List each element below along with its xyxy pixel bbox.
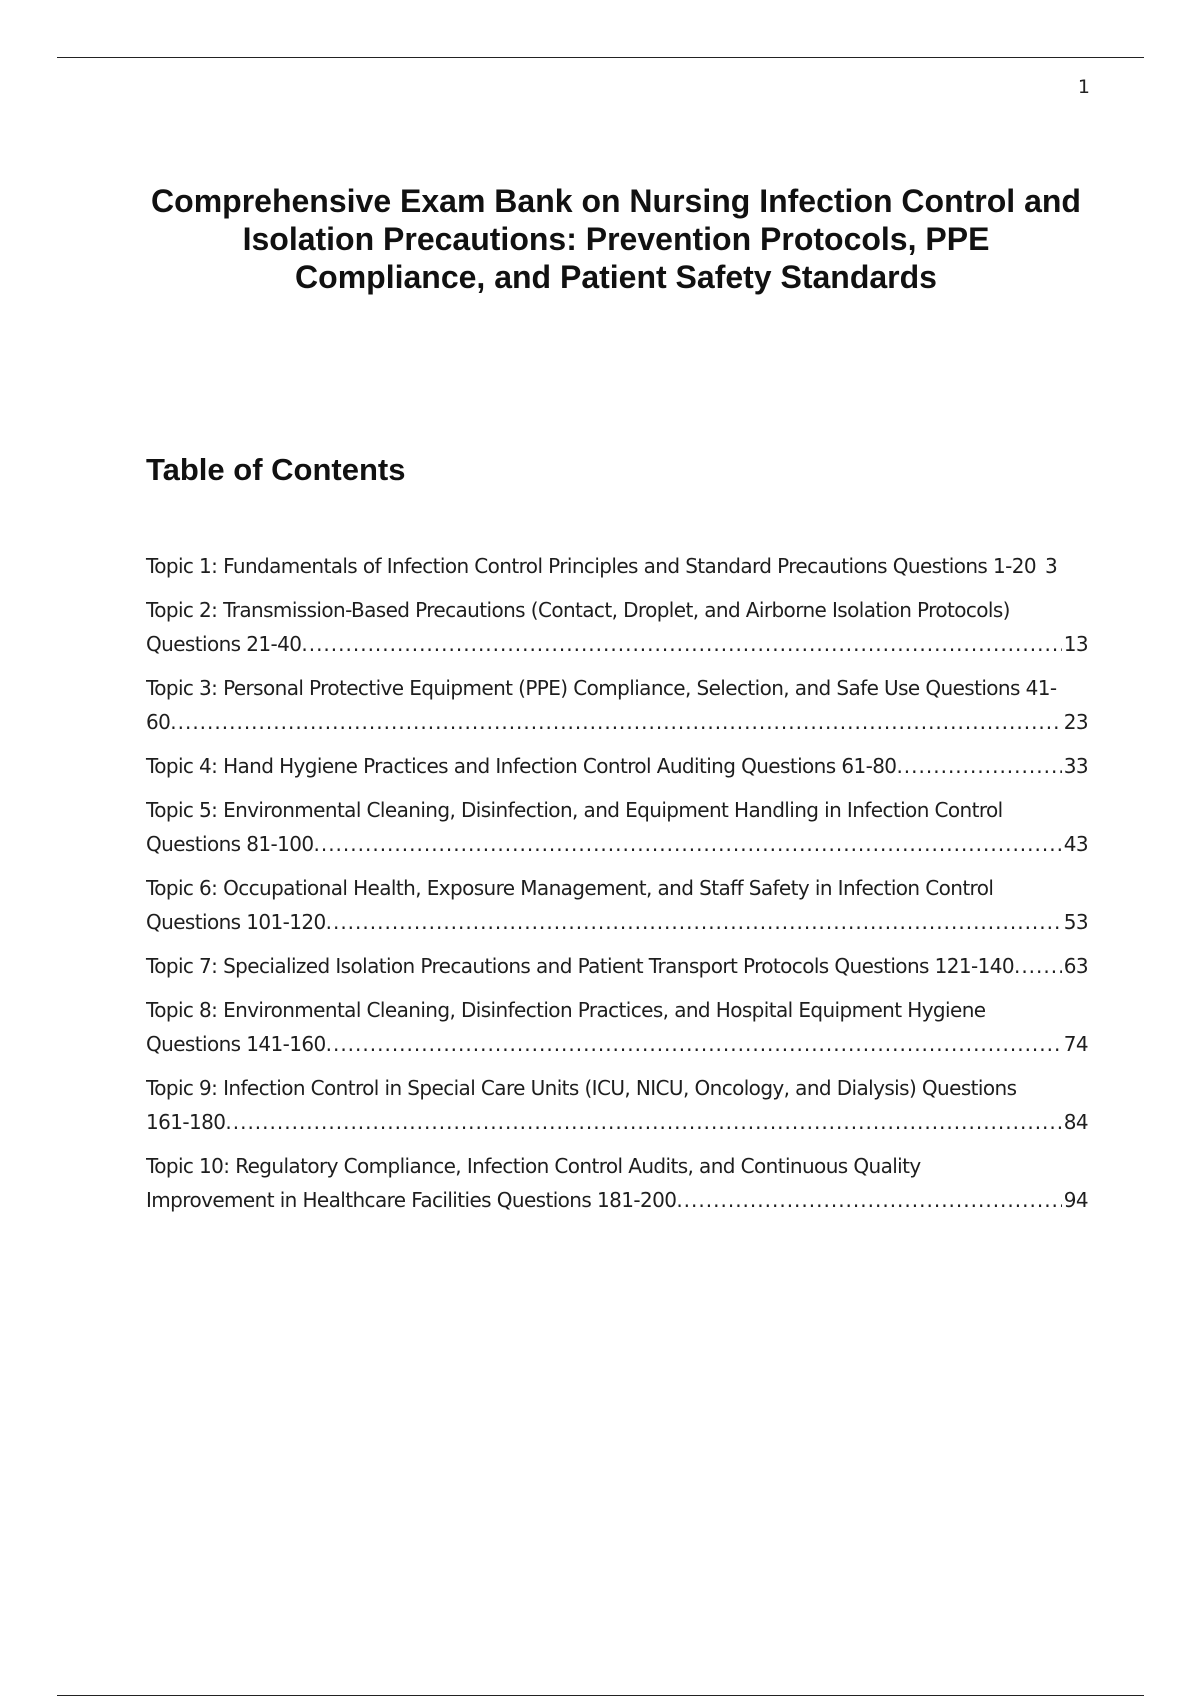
toc-heading: Table of Contents [146,452,406,487]
toc-entry-title: Topic 7: Specialized Isolation Precautions and Patient Transport Protocols Questions 121-140 [146,954,1014,978]
toc-entry-title: 161-180 [146,1110,226,1134]
toc-entry-title-line: Topic 9: Infection Control in Special Care Units (ICU, NICU, Oncology, and Dialysis) Questions [146,1076,1017,1100]
toc-dot-leader [170,705,1062,739]
toc-dot-leader [896,749,1061,783]
toc-entry-title-line: Topic 5: Environmental Cleaning, Disinfection, and Equipment Handling in Infection Control [146,798,1003,822]
toc-entry-page-number: 84 [1063,1110,1088,1134]
document-title: Comprehensive Exam Bank on Nursing Infection Control and Isolation Precautions: Prevention Protocols, PPE Compliance, and Patient Safety Standards [151,183,1081,295]
toc-entry-title-line: Topic 8: Environmental Cleaning, Disinfection Practices, and Hospital Equipment Hygiene [146,998,986,1022]
toc-entry-title: Questions 21-40 [146,632,302,656]
toc-dot-leader [301,627,1061,661]
toc-dot-leader [326,1027,1062,1061]
toc-entry[interactable] [146,1149,1088,1217]
toc-entry[interactable] [146,593,1088,661]
toc-dot-leader [326,905,1062,939]
toc-entry-leader-line [146,827,1088,861]
header-rule [57,57,1144,58]
toc-entry-leader-line [146,627,1088,661]
toc-dot-leader [225,1105,1061,1139]
toc-entry[interactable] [146,671,1088,739]
toc-entry-leader-line [146,1105,1088,1139]
toc-entry-page-number: 63 [1063,954,1088,978]
toc-entry-page-number: 94 [1063,1188,1088,1212]
toc-entry-title-line: Topic 2: Transmission-Based Precautions (Contact, Droplet, and Airborne Isolation Protocols) [146,598,1010,622]
toc-entry-page-number: 23 [1063,710,1088,734]
toc-entry[interactable] [146,749,1088,783]
toc-entry-title-line: Topic 10: Regulatory Compliance, Infection Control Audits, and Continuous Quality [146,1154,921,1178]
toc-entry-page-number: 33 [1063,754,1088,778]
toc-dot-leader [313,827,1061,861]
toc-entry-leader-line [146,705,1088,739]
toc-entry[interactable] [146,793,1088,861]
toc-entry-title: Questions 81-100 [146,832,314,856]
toc-entry[interactable] [146,949,1088,983]
toc-entry-title: Topic 4: Hand Hygiene Practices and Infection Control Auditing Questions 61-80 [146,754,897,778]
toc-entry-leader-line [146,1027,1088,1061]
toc-dot-leader [676,1183,1061,1217]
toc-entry-title: Improvement in Healthcare Facilities Questions 181-200 [146,1188,677,1212]
toc-entry-leader-line [146,1183,1088,1217]
page-number: 1 [1077,76,1090,98]
toc-entry-title-line: Topic 6: Occupational Health, Exposure Management, and Staff Safety in Infection Control [146,876,994,900]
toc-entry-title-line: Topic 3: Personal Protective Equipment (PPE) Compliance, Selection, and Safe Use Questions 41- [146,676,1057,700]
toc-entry-leader-line [146,749,1088,783]
toc-entry-leader-line [146,549,1088,583]
toc-entry-leader-line [146,949,1088,983]
toc-entry-title: Questions 141-160 [146,1032,326,1056]
toc-entry-page-number: 74 [1063,1032,1088,1056]
toc-entry-page-number: 13 [1063,632,1088,656]
toc-entry-title: Questions 101-120 [146,910,326,934]
toc-entry[interactable] [146,549,1088,583]
toc-entry-title: 60 [146,710,171,734]
toc-entry-page-number: 43 [1063,832,1088,856]
table-of-contents [146,549,1088,1227]
toc-entry[interactable] [146,1071,1088,1139]
toc-entry-page-number: 3 [1044,554,1058,578]
toc-entry-leader-line [146,905,1088,939]
footer-rule [57,1695,1144,1696]
toc-entry-page-number: 53 [1063,910,1088,934]
toc-dot-leader [1014,949,1062,983]
toc-entry-title: Topic 1: Fundamentals of Infection Control Principles and Standard Precautions Questions 1-20 [146,554,1036,578]
toc-entry[interactable] [146,993,1088,1061]
toc-entry[interactable] [146,871,1088,939]
